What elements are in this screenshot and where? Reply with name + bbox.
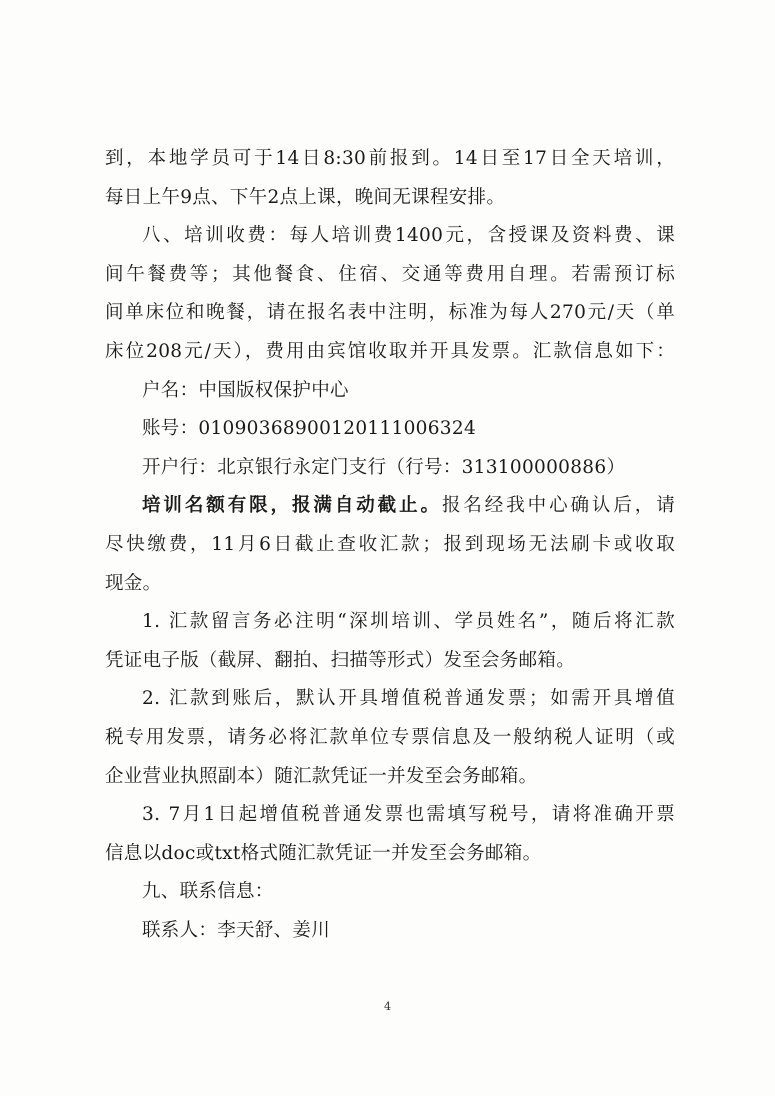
text-line-6: 床位208元/天），费用由宾馆收取并开具发票。汇款信息如下： xyxy=(105,340,675,362)
limit-notice-line: 培训名额有限，报满自动截止。报名经我中心确认后，请 xyxy=(142,495,675,517)
document-body xyxy=(105,140,675,950)
text-line-5: 间单床位和晚餐，请在报名表中注明，标准为每人270元/天（单 xyxy=(105,302,675,324)
text-line-12: 现金。 xyxy=(105,572,162,594)
item-2-line-2: 税专用发票，请务必将汇款单位专票信息及一般纳税人证明（或 xyxy=(105,726,675,748)
page-number: 4 xyxy=(384,1000,391,1013)
item-3-line-1: 3. 7月1日起增值税普通发票也需填写税号，请将准确开票 xyxy=(142,804,675,826)
bank-line: 开户行：北京银行永定门支行（行号：313100000886） xyxy=(142,456,626,478)
section-fees-heading-line: 八、培训收费：每人培训费1400元，含授课及资料费、课 xyxy=(142,225,675,247)
contact-persons-line: 联系人：李天舒、姜川 xyxy=(142,919,331,941)
item-3-line-2: 信息以doc或txt格式随汇款凭证一并发至会务邮箱。 xyxy=(105,842,542,864)
text-line-1: 到，本地学员可于14日8:30前报到。14日至17日全天培训， xyxy=(105,148,675,169)
item-2-line-1: 2. 汇款到账后，默认开具增值税普通发票；如需开具增值 xyxy=(142,688,675,710)
item-1-line-2: 凭证电子版（截屏、翻拍、扫描等形式）发至会务邮箱。 xyxy=(105,649,576,671)
item-2-line-3: 企业营业执照副本）随汇款凭证一并发至会务邮箱。 xyxy=(105,765,538,787)
section-contact-heading: 九、联系信息： xyxy=(142,881,274,903)
text-line-2: 每日上午9点、下午2点上课，晚间无课程安排。 xyxy=(105,186,506,208)
limit-notice-bold: 培训名额有限，报满自动截止。 xyxy=(142,495,442,517)
text-line-4: 间午餐费等；其他餐食、住宿、交通等费用自理。若需预订标 xyxy=(105,263,675,285)
account-name-line: 户名：中国版权保护中心 xyxy=(142,379,349,401)
text-line-11: 尽快缴费，11月6日截止查收汇款；报到现场无法刷卡或收取 xyxy=(105,533,675,555)
account-number-line: 账号：01090368900120111006324 xyxy=(142,418,477,440)
item-1-line-1: 1. 汇款留言务必注明“深圳培训、学员姓名”，随后将汇款 xyxy=(142,611,675,633)
